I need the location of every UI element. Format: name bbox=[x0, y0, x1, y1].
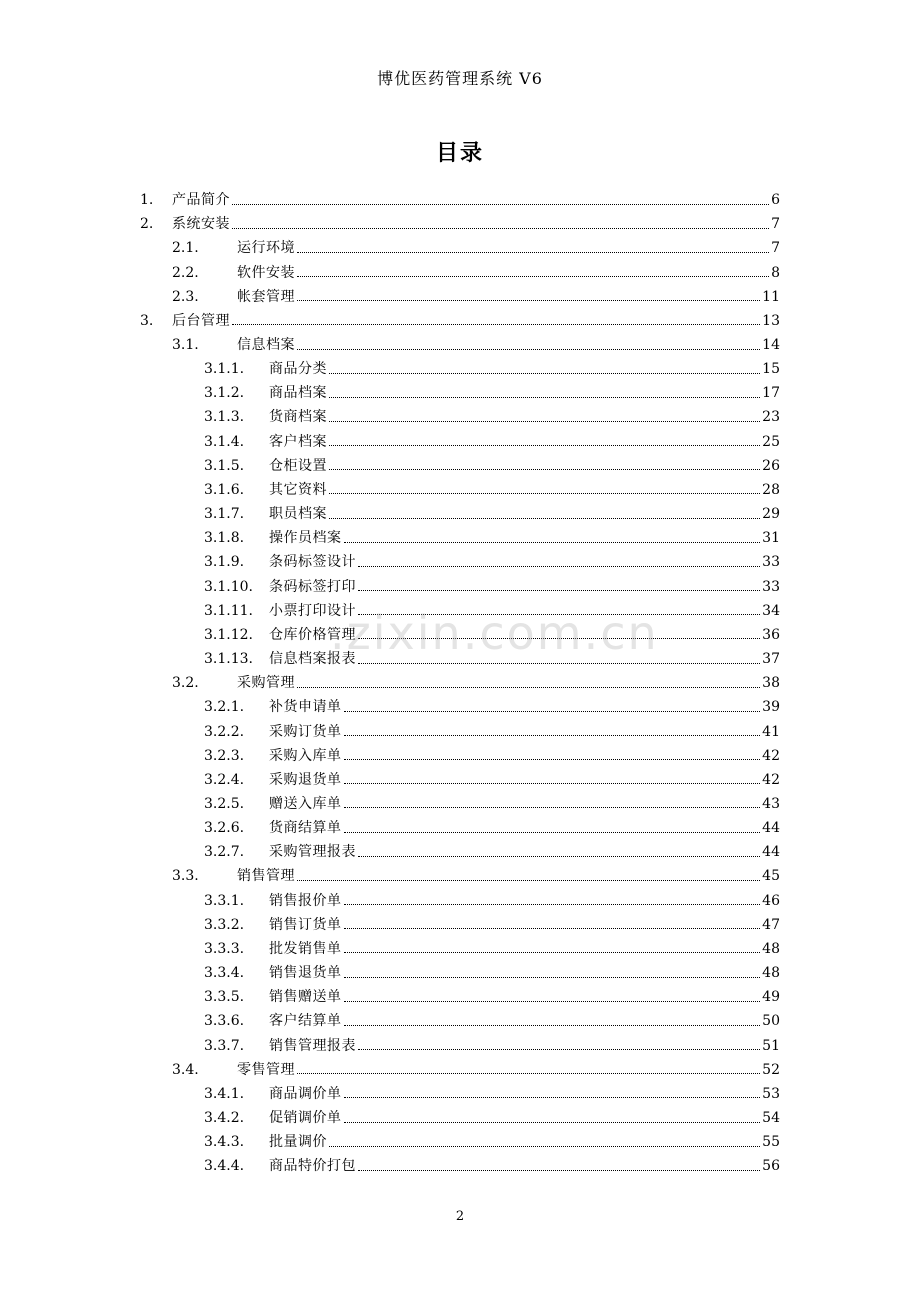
toc-entry-number: 3.3.2. bbox=[204, 916, 245, 933]
toc-entry[interactable] bbox=[140, 671, 780, 695]
toc-entry-number: 3.2.3. bbox=[204, 747, 245, 764]
toc-entry-label: 销售报价单 bbox=[269, 892, 342, 909]
toc-entry-number: 3.2.1. bbox=[204, 699, 245, 716]
toc-dot-leader bbox=[358, 856, 760, 857]
toc-entry-page: 52 bbox=[762, 1061, 780, 1078]
toc-entry-number: 3.3.4. bbox=[204, 965, 245, 982]
toc-entry-number: 3.3.1. bbox=[204, 892, 245, 909]
toc-entry-page: 7 bbox=[771, 216, 780, 233]
toc-entry-label: 采购管理报表 bbox=[269, 844, 356, 861]
toc-entry[interactable] bbox=[140, 260, 780, 284]
toc-entry[interactable] bbox=[140, 1130, 780, 1154]
toc-entry-number: 3.3. bbox=[172, 868, 199, 885]
toc-entry-number: 3.1.13. bbox=[204, 651, 253, 668]
toc-entry-page: 7 bbox=[771, 240, 780, 257]
toc-entry-page: 51 bbox=[762, 1037, 780, 1054]
toc-entry-page: 15 bbox=[762, 361, 780, 378]
toc-dot-leader bbox=[329, 445, 760, 446]
toc-entry-label: 职员档案 bbox=[269, 506, 327, 523]
toc-entry-number: 3.4.4. bbox=[204, 1158, 245, 1175]
toc-entry[interactable] bbox=[140, 816, 780, 840]
toc-entry-label: 采购管理 bbox=[237, 675, 295, 692]
toc-entry-page: 36 bbox=[762, 626, 780, 643]
toc-dot-leader bbox=[344, 542, 761, 543]
toc-entry-number: 3.4. bbox=[172, 1061, 199, 1078]
toc-entry[interactable] bbox=[140, 647, 780, 671]
toc-entry-number: 3.3.3. bbox=[204, 940, 245, 957]
toc-entry-label: 采购订货单 bbox=[269, 723, 342, 740]
toc-dot-leader bbox=[232, 228, 769, 229]
toc-entry[interactable] bbox=[140, 768, 780, 792]
toc-entry-page: 47 bbox=[762, 916, 780, 933]
toc-entry-number: 3.2.2. bbox=[204, 723, 245, 740]
toc-entry-page: 43 bbox=[762, 795, 780, 812]
toc-entry[interactable] bbox=[140, 913, 780, 937]
toc-entry-label: 操作员档案 bbox=[269, 530, 342, 547]
toc-entry-page: 33 bbox=[762, 578, 780, 595]
toc-dot-leader bbox=[358, 663, 760, 664]
table-of-contents bbox=[140, 188, 780, 1178]
toc-entry-page: 11 bbox=[762, 288, 780, 305]
toc-entry[interactable] bbox=[140, 285, 780, 309]
toc-entry-number: 2.3. bbox=[172, 288, 199, 305]
toc-entry-number: 3.2.4. bbox=[204, 771, 245, 788]
toc-entry-label: 条码标签打印 bbox=[269, 578, 356, 595]
toc-dot-leader bbox=[344, 1122, 761, 1123]
toc-entry-page: 56 bbox=[762, 1158, 780, 1175]
toc-entry-number: 3.4.3. bbox=[204, 1134, 245, 1151]
toc-entry-number: 3.1.10. bbox=[204, 578, 253, 595]
watermark: .zixin.com.cn bbox=[330, 606, 659, 660]
toc-dot-leader bbox=[329, 469, 760, 470]
toc-dot-leader bbox=[344, 928, 761, 929]
toc-entry[interactable] bbox=[140, 212, 780, 236]
toc-entry-page: 48 bbox=[762, 940, 780, 957]
toc-entry-number: 3.2. bbox=[172, 675, 199, 692]
toc-entry-label: 销售管理报表 bbox=[269, 1037, 356, 1054]
toc-dot-leader bbox=[344, 904, 761, 905]
toc-dot-leader bbox=[344, 1097, 761, 1098]
toc-entry[interactable] bbox=[140, 792, 780, 816]
toc-entry[interactable] bbox=[140, 309, 780, 333]
toc-entry-label: 商品档案 bbox=[269, 385, 327, 402]
toc-entry-number: 3.3.5. bbox=[204, 989, 245, 1006]
toc-entry-label: 运行环境 bbox=[237, 240, 295, 257]
toc-entry[interactable] bbox=[140, 236, 780, 260]
toc-dot-leader bbox=[358, 638, 760, 639]
toc-entry[interactable] bbox=[140, 1009, 780, 1033]
toc-entry-number: 3.1.8. bbox=[204, 530, 245, 547]
toc-entry-page: 42 bbox=[762, 771, 780, 788]
toc-entry[interactable] bbox=[140, 526, 780, 550]
toc-entry-number: 3.1.12. bbox=[204, 626, 253, 643]
toc-entry[interactable] bbox=[140, 985, 780, 1009]
toc-dot-leader bbox=[329, 1146, 760, 1147]
toc-entry-number: 3.1.9. bbox=[204, 554, 245, 571]
toc-entry-number: 3.3.6. bbox=[204, 1013, 245, 1030]
toc-entry-number: 3.2.7. bbox=[204, 844, 245, 861]
toc-dot-leader bbox=[344, 1001, 761, 1002]
toc-entry[interactable] bbox=[140, 430, 780, 454]
toc-entry[interactable] bbox=[140, 1082, 780, 1106]
toc-dot-leader bbox=[297, 1073, 760, 1074]
toc-entry[interactable] bbox=[140, 864, 780, 888]
toc-dot-leader bbox=[232, 324, 760, 325]
toc-entry-label: 仓库价格管理 bbox=[269, 626, 356, 643]
toc-entry-label: 补货申请单 bbox=[269, 699, 342, 716]
toc-dot-leader bbox=[297, 880, 760, 881]
toc-entry-page: 14 bbox=[762, 337, 780, 354]
toc-entry[interactable] bbox=[140, 502, 780, 526]
toc-entry-label: 商品调价单 bbox=[269, 1085, 342, 1102]
toc-entry-number: 1. bbox=[140, 192, 154, 209]
toc-entry[interactable] bbox=[140, 1058, 780, 1082]
toc-dot-leader bbox=[344, 711, 761, 712]
toc-entry-page: 33 bbox=[762, 554, 780, 571]
toc-entry-number: 2.1. bbox=[172, 240, 199, 257]
toc-dot-leader bbox=[232, 204, 769, 205]
toc-entry-page: 42 bbox=[762, 747, 780, 764]
toc-entry-label: 零售管理 bbox=[237, 1061, 295, 1078]
toc-entry[interactable] bbox=[140, 478, 780, 502]
toc-dot-leader bbox=[358, 1170, 760, 1171]
toc-entry-page: 48 bbox=[762, 965, 780, 982]
toc-dot-leader bbox=[344, 1025, 761, 1026]
toc-entry-page: 50 bbox=[762, 1013, 780, 1030]
toc-dot-leader bbox=[344, 952, 761, 953]
toc-entry-number: 2.2. bbox=[172, 264, 199, 281]
toc-entry[interactable] bbox=[140, 333, 780, 357]
toc-dot-leader bbox=[344, 735, 761, 736]
toc-entry[interactable] bbox=[140, 550, 780, 574]
toc-entry-page: 13 bbox=[762, 312, 780, 329]
toc-entry[interactable] bbox=[140, 889, 780, 913]
toc-dot-leader bbox=[297, 276, 769, 277]
toc-entry-label: 仓柜设置 bbox=[269, 457, 327, 474]
toc-entry-page: 38 bbox=[762, 675, 780, 692]
toc-entry[interactable] bbox=[140, 357, 780, 381]
toc-entry-label: 促销调价单 bbox=[269, 1110, 342, 1127]
toc-entry-label: 帐套管理 bbox=[237, 288, 295, 305]
toc-entry-number: 2. bbox=[140, 216, 154, 233]
page-number: 2 bbox=[455, 1209, 465, 1224]
toc-entry-page: 6 bbox=[771, 192, 780, 209]
toc-entry-label: 商品分类 bbox=[269, 361, 327, 378]
toc-entry-label: 信息档案 bbox=[237, 337, 295, 354]
toc-entry-page: 29 bbox=[762, 506, 780, 523]
toc-entry-label: 小票打印设计 bbox=[269, 602, 356, 619]
toc-dot-leader bbox=[329, 421, 760, 422]
toc-entry[interactable] bbox=[140, 599, 780, 623]
toc-dot-leader bbox=[358, 566, 760, 567]
toc-entry-label: 销售订货单 bbox=[269, 916, 342, 933]
toc-dot-leader bbox=[344, 832, 761, 833]
toc-entry[interactable] bbox=[140, 744, 780, 768]
toc-entry-label: 软件安装 bbox=[237, 264, 295, 281]
toc-entry-number: 3.1. bbox=[172, 337, 199, 354]
toc-entry-number: 3.1.4. bbox=[204, 433, 245, 450]
toc-entry-page: 8 bbox=[771, 264, 780, 281]
toc-entry-label: 其它资料 bbox=[269, 481, 327, 498]
toc-entry-label: 赠送入库单 bbox=[269, 795, 342, 812]
toc-entry[interactable] bbox=[140, 937, 780, 961]
toc-entry[interactable] bbox=[140, 454, 780, 478]
toc-entry-label: 采购退货单 bbox=[269, 771, 342, 788]
toc-entry-page: 34 bbox=[762, 602, 780, 619]
toc-dot-leader bbox=[329, 493, 760, 494]
toc-entry-page: 31 bbox=[762, 530, 780, 547]
toc-entry-number: 3.1.3. bbox=[204, 409, 245, 426]
toc-entry-number: 3.1.6. bbox=[204, 481, 245, 498]
toc-dot-leader bbox=[344, 759, 761, 760]
toc-entry-number: 3.2.5. bbox=[204, 795, 245, 812]
toc-dot-leader bbox=[358, 590, 760, 591]
toc-title: 目录 bbox=[435, 141, 484, 166]
toc-entry[interactable] bbox=[140, 575, 780, 599]
toc-dot-leader bbox=[344, 783, 761, 784]
toc-dot-leader bbox=[358, 1049, 760, 1050]
toc-entry-label: 后台管理 bbox=[172, 312, 230, 329]
toc-entry-page: 54 bbox=[762, 1110, 780, 1127]
toc-entry-label: 商品特价打包 bbox=[269, 1158, 356, 1175]
toc-entry-number: 3.2.6. bbox=[204, 820, 245, 837]
toc-entry-page: 39 bbox=[762, 699, 780, 716]
toc-dot-leader bbox=[344, 977, 761, 978]
toc-entry-number: 3.1.1. bbox=[204, 361, 245, 378]
toc-entry[interactable] bbox=[140, 840, 780, 864]
toc-entry-page: 28 bbox=[762, 481, 780, 498]
toc-entry[interactable] bbox=[140, 1106, 780, 1130]
toc-entry[interactable] bbox=[140, 695, 780, 719]
toc-entry-page: 44 bbox=[762, 844, 780, 861]
toc-dot-leader bbox=[329, 373, 760, 374]
toc-entry-page: 44 bbox=[762, 820, 780, 837]
toc-entry-number: 3.3.7. bbox=[204, 1037, 245, 1054]
toc-dot-leader bbox=[297, 349, 760, 350]
toc-entry-page: 46 bbox=[762, 892, 780, 909]
toc-entry[interactable] bbox=[140, 1154, 780, 1178]
toc-entry-page: 49 bbox=[762, 989, 780, 1006]
toc-entry-label: 销售赠送单 bbox=[269, 989, 342, 1006]
toc-entry-number: 3.1.5. bbox=[204, 457, 245, 474]
toc-entry-label: 客户结算单 bbox=[269, 1013, 342, 1030]
toc-dot-leader bbox=[358, 614, 760, 615]
toc-dot-leader bbox=[297, 252, 769, 253]
toc-dot-leader bbox=[329, 397, 760, 398]
toc-entry-label: 客户档案 bbox=[269, 433, 327, 450]
toc-entry-page: 37 bbox=[762, 651, 780, 668]
toc-entry-label: 货商档案 bbox=[269, 409, 327, 426]
toc-entry-page: 41 bbox=[762, 723, 780, 740]
toc-entry[interactable] bbox=[140, 719, 780, 743]
toc-entry-label: 产品简介 bbox=[172, 192, 230, 209]
toc-entry[interactable] bbox=[140, 381, 780, 405]
toc-entry[interactable] bbox=[140, 405, 780, 429]
toc-entry-number: 3.1.7. bbox=[204, 506, 245, 523]
toc-entry-number: 3.4.1. bbox=[204, 1085, 245, 1102]
toc-entry-page: 25 bbox=[762, 433, 780, 450]
document-header: 博优医药管理系统 V6 bbox=[377, 69, 543, 88]
toc-entry-page: 26 bbox=[762, 457, 780, 474]
toc-entry-label: 信息档案报表 bbox=[269, 651, 356, 668]
toc-entry-label: 批量调价 bbox=[269, 1134, 327, 1151]
toc-entry-label: 货商结算单 bbox=[269, 820, 342, 837]
toc-dot-leader bbox=[297, 687, 760, 688]
toc-entry-page: 45 bbox=[762, 868, 780, 885]
toc-entry-number: 3. bbox=[140, 312, 154, 329]
toc-entry-page: 55 bbox=[762, 1134, 780, 1151]
toc-entry-page: 17 bbox=[762, 385, 780, 402]
toc-entry[interactable] bbox=[140, 188, 780, 212]
toc-entry-label: 批发销售单 bbox=[269, 940, 342, 957]
toc-entry-label: 采购入库单 bbox=[269, 747, 342, 764]
toc-entry-page: 23 bbox=[762, 409, 780, 426]
toc-entry-page: 53 bbox=[762, 1085, 780, 1102]
toc-entry[interactable] bbox=[140, 623, 780, 647]
toc-dot-leader bbox=[329, 518, 760, 519]
toc-entry-label: 销售退货单 bbox=[269, 965, 342, 982]
toc-entry-label: 系统安装 bbox=[172, 216, 230, 233]
toc-entry-label: 销售管理 bbox=[237, 868, 295, 885]
toc-entry[interactable] bbox=[140, 961, 780, 985]
toc-entry-number: 3.1.11. bbox=[204, 602, 253, 619]
toc-entry-number: 3.4.2. bbox=[204, 1110, 245, 1127]
toc-entry[interactable] bbox=[140, 1033, 780, 1057]
toc-entry-label: 条码标签设计 bbox=[269, 554, 356, 571]
toc-entry-number: 3.1.2. bbox=[204, 385, 245, 402]
toc-dot-leader bbox=[297, 300, 760, 301]
toc-dot-leader bbox=[344, 807, 761, 808]
